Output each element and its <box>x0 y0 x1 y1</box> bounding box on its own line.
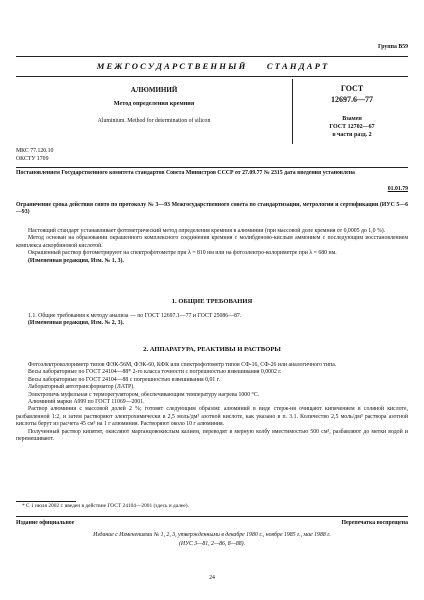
section-1-heading: 1. ОБЩИЕ ТРЕБОВАНИЯ <box>171 298 253 305</box>
replaces-label: Взамен <box>342 116 362 122</box>
official-edition-label: Издание официальное <box>16 520 75 526</box>
section-1-amendment-note: (Измененная редакция, Изм. № 2, 3). <box>28 320 124 327</box>
okstu-code: ОКСТУ 1709 <box>16 156 49 162</box>
edition-history-line-1: Издание с Изменениями № 1, 2, 3, утвержденными в декабре 1980 г., ноябре 1985 г., мае 1988 г. <box>93 532 331 538</box>
section-2-item-2: Весы лабораторные по ГОСТ 24104—88* 2-го класса точности с погрешностью взвешивания 0,0002 г. <box>28 369 282 376</box>
replaces-std: ГОСТ 12702—67 <box>329 124 375 130</box>
codes-rule <box>16 167 408 168</box>
validity-note: Ограничение срока действия снято по протоколу № 3—93 Межгосударственного совета по стандартизации, метрологии и сертификации (ИУС 5—6—93) <box>16 202 408 216</box>
section-1-paragraph: 1.1. Общие требования к методу анализа — по ГОСТ 12697.1—77 и ГОСТ 25086—87. <box>28 313 242 319</box>
section-2-item-5: Электропечь муфельная с терморегулятором, обеспечивающим температуру нагрева 1000 °С. <box>28 391 260 398</box>
group-label: Группа B59 <box>377 44 408 50</box>
section-2-body <box>16 362 408 443</box>
page-number: 24 <box>209 575 215 581</box>
section-2-heading: 2. АППАРАТУРА, РЕАКТИВЫ И РАСТВОРЫ <box>143 346 281 353</box>
title-divider <box>292 79 293 144</box>
std-number: 12697.6—77 <box>331 95 373 104</box>
edition-history-line-2: (ИУС 3—81, 2—86, 8—88). <box>178 541 246 547</box>
section-2-item-4: Лабораторный автотрансформатор (ЛАТР). <box>28 384 135 391</box>
footer-rule <box>16 516 408 517</box>
mks-code: МКС 77.120.10 <box>16 148 54 154</box>
intro-amendment-note: (Измененная редакция, Изм. № 1, 3). <box>28 257 124 264</box>
reprint-prohibited-label: Перепечатка воспрещена <box>341 520 408 526</box>
footnote: * С 1 июля 2002 г. введен в действие ГОСТ 24104—2001 (здесь и далее). <box>22 503 189 509</box>
replaces-part: в части разд. 2 <box>332 132 372 138</box>
section-2-item-1: Фотоэлектроколориметр типов ФЭК-56М, ФЭК-60, КФК или спектрофотометр типов СФ-16, СФ-26 или аналогичного типа. <box>28 362 337 368</box>
decree-text: Постановлением Государственного комитета стандартов Совета Министров СССР от 27.09.77 № 2315 дата введения установлена <box>16 170 355 176</box>
introduction-date: 01.01.79 <box>387 186 408 192</box>
section-1-body <box>16 313 408 328</box>
title-ru: АЛЮМИНИЙ <box>130 86 178 94</box>
footnote-rule <box>16 501 76 502</box>
introduction-section <box>16 228 408 265</box>
top-rule <box>16 56 408 57</box>
interstate-standard-banner: М Е Ж Г О С У Д А Р С Т В Е Н Н Ы Й С Т А Н Д А Р Т <box>96 61 328 71</box>
intro-paragraph-3: Окрашенный раствор фотометрируют на спектрофотометре при λ = 810 нм или на фотоэлектро-колориметре при λ = 680 нм. <box>28 250 337 257</box>
intro-paragraph-2: Метод основан на образовании окрашенного комплексного соединения кремния с молибденово-кислым аммонием с последующим восстановлением комплекса аскорбиновой кислотой. <box>16 235 408 249</box>
section-2-item-7: Раствор алюминия с массовой долей 2 %; готовят следующим образом: алюминий в виде стерж-ня очищают кипячением в соляной кислоте, разбавленной 1:2, и затем растворяют электрохимически в 2,5 моль/дм³ азотной кислоте, как указано в п. 3.1. Количество 2,5 моль/дм³ раствора азотной кислоты берут из расчета 45 см³ на 1 г алюминия. Растворяют около 10 г алюминия. <box>16 406 408 428</box>
section-2-item-3: Весы лабораторные по ГОСТ 24104—88 с погрешностью взвешивания 0,01 г. <box>28 376 220 383</box>
section-2-item-8: Полученный раствор кипятят, окисляют марганцовокислым калием, переводят в мерную колбу вместимостью 500 см³, разбавляют до метки водой и перемешивают. <box>16 428 408 443</box>
std-label: ГОСТ <box>340 84 364 93</box>
banner-rule <box>16 76 408 77</box>
intro-paragraph-1: Настоящий стандарт устанавливает фотометрический метод определения кремния в алюминии (при массовой доле кремния от 0,0005 до 1,0 %). <box>28 228 386 234</box>
title-en: Aluminium. Method for determination of silicon <box>97 118 211 124</box>
subtitle-ru: Метод определения кремния <box>113 100 195 107</box>
section-2-item-6: Алюминий марки А999 по ГОСТ 11069—2001. <box>28 399 145 406</box>
